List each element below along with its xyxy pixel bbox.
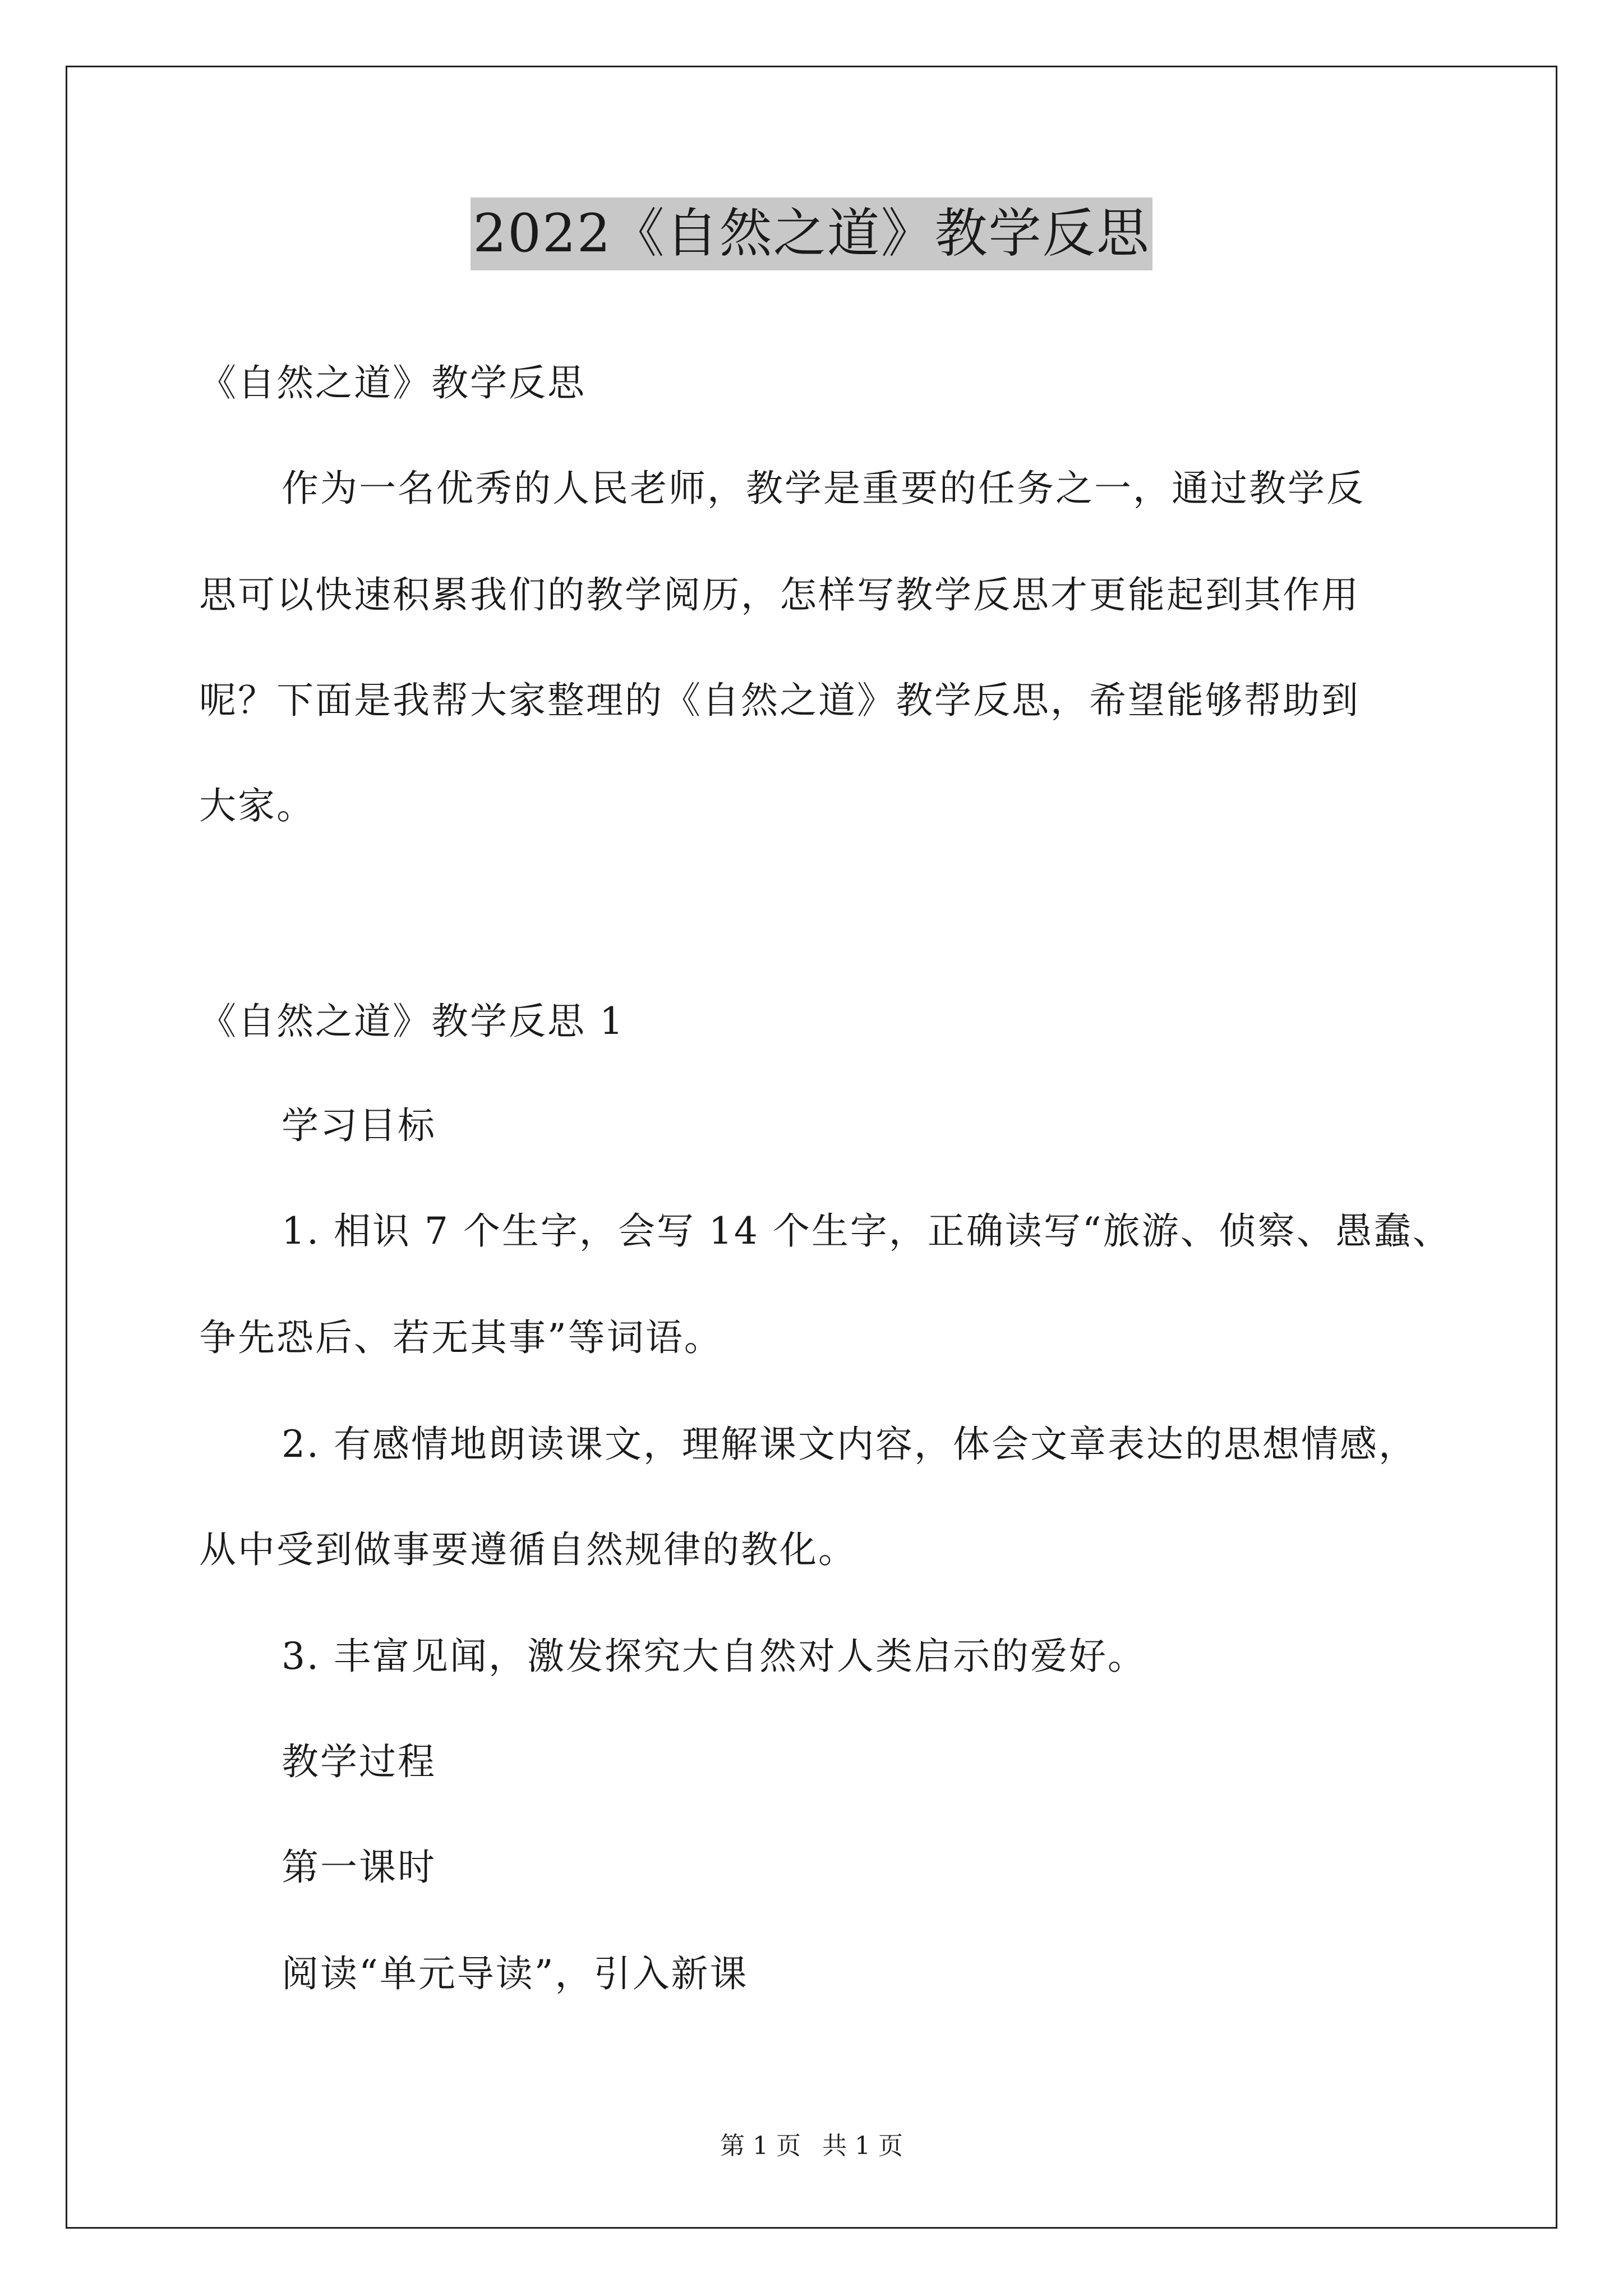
paragraph-line: 2. 有感情地朗读课文，理解课文内容，体会文章表达的思想情感， <box>282 1423 1417 1466</box>
paragraph-line: 从中受到做事要遵循自然规律的教化。 <box>199 1528 857 1571</box>
paragraph-line: 呢？下面是我帮大家整理的《自然之道》教学反思，希望能够帮助到 <box>199 679 1360 722</box>
doc-subtitle-line: 《自然之道》教学反思 <box>199 361 586 404</box>
paragraph-line: 作为一名优秀的人民老师，教学是重要的任务之一，通过教学反 <box>282 467 1365 510</box>
paragraph-line: 第一课时 <box>282 1846 436 1889</box>
page-total: 共 1 页 <box>822 2132 903 2160</box>
section-heading: 《自然之道》教学反思 1 <box>199 1000 625 1043</box>
paragraph-line: 学习目标 <box>282 1104 436 1147</box>
title-container <box>0 197 1623 270</box>
paragraph-line: 3. 丰富见闻，激发探究大自然对人类启示的爱好。 <box>282 1635 1146 1678</box>
paragraph-line: 教学过程 <box>282 1740 436 1783</box>
paragraph-line: 思可以快速积累我们的教学阅历，怎样写教学反思才更能起到其作用 <box>199 573 1360 616</box>
paragraph-line: 阅读“单元导读”，引入新课 <box>282 1952 749 1995</box>
page-number: 第 1 页 <box>720 2132 801 2160</box>
paragraph-line: 1. 相识 7 个生字，会写 14 个生字，正确读写“旅游、侦察、愚蠢、 <box>282 1209 1451 1253</box>
paragraph-line: 大家。 <box>199 784 315 827</box>
page-footer <box>0 2129 1623 2163</box>
paragraph-line: 争先恐后、若无其事”等词语。 <box>199 1316 723 1359</box>
document-title: 2022《自然之道》教学反思 <box>471 197 1152 270</box>
